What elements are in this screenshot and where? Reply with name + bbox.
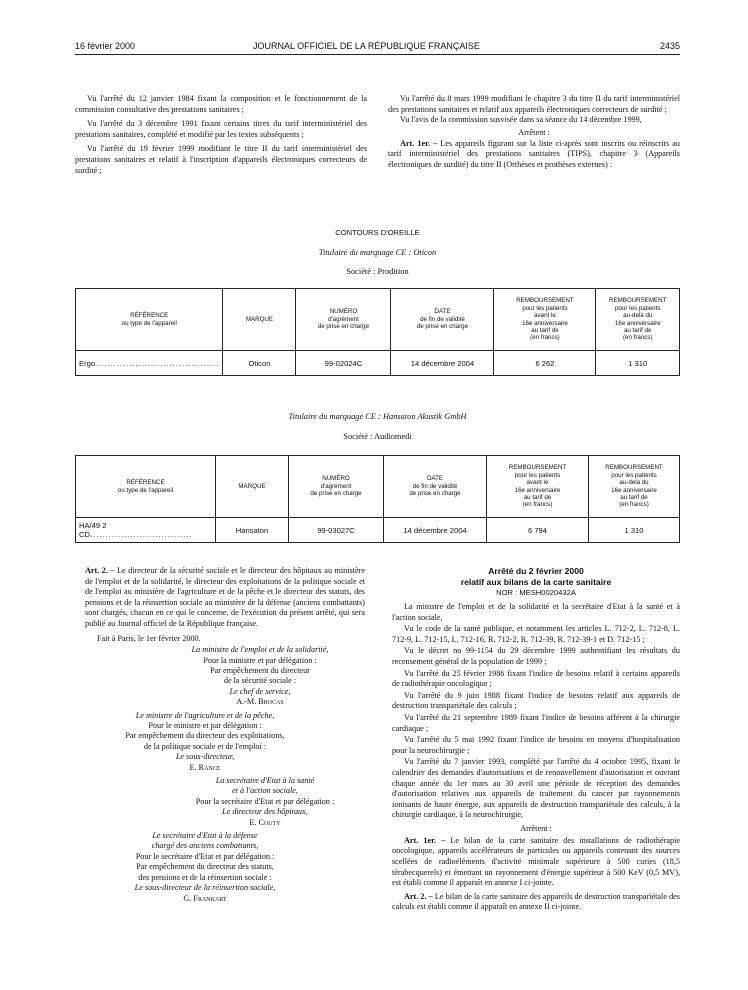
visa-paragraph: Vu l'arrêté du 8 mars 1999 modifiant le chapitre 3 du titre II du tarif interministériel des prestations sanitaires et relatif aux appareils électroniques correcteurs de surdité ;	[388, 94, 680, 114]
cell-refund-before: 6 262	[494, 351, 596, 376]
page-header	[75, 41, 680, 55]
leader-dots: ........................................	[95, 358, 220, 368]
cell-reference: Ergo........................................	[76, 351, 223, 376]
holder-title: Titulaire du marquage CE : Hansaton Akustik GmbH	[288, 412, 467, 421]
visa-paragraph: La ministre de l'emploi et de la solidarité et la secrétaire d'Etat à la santé et à l'action sociale,	[392, 602, 680, 622]
visa-paragraph: Vu l'arrêté du 21 septembre 1989 fixant l'indice de besoins afférent à la chirurgie cardiaque ;	[392, 712, 680, 733]
table-row	[76, 518, 680, 543]
visa-paragraph: Vu l'avis de la commission susvisée dans sa séance du 14 décembre 1999,	[400, 115, 642, 125]
column-header-refund-before: REMBOURSEMENT pour les patients avant le 16e anniversaire au tarif de (en francs)	[487, 456, 589, 518]
column-header-reference: RÉFÉRENCE ou type de l'appareil	[76, 456, 216, 518]
signature-block: Le secrétaire d'Etat à la défense chargé des anciens combattants, Pour le secrétaire d'Etat et par délégation : Par empêchement du directeur des statuts, des pensions et de la réinsertion sociale : Le sous-directeur de la réinsertion sociale, G. Frankart	[85, 831, 365, 904]
visa-paragraph: Vu l'arrêté du 3 décembre 1991 fixant certains titres du tarif interministériel des prestations sanitaires, complété et modifié par les textes subséquents ;	[75, 119, 367, 139]
company-name: Société : Audiomedi	[343, 432, 412, 441]
decree-title: Arrêté du 2 février 2000	[488, 566, 584, 576]
cell-brand: Hansaton	[216, 518, 289, 543]
column-header-number: NUMÉRO d'agrément de prise en charge	[296, 289, 391, 351]
cell-reference: HA/49 2 CD.................................	[76, 518, 216, 543]
article-label: Art. 2. –	[85, 566, 115, 575]
arretent-label: Arrêtent :	[520, 823, 552, 833]
column-header-refund-after: REMBOURSEMENT pour les patients au-delà du 16e anniversaire au tarif de (en francs)	[589, 456, 680, 518]
bottom-right-column	[392, 566, 680, 917]
device-table-hansaton	[75, 455, 680, 543]
visa-paragraph: Vu l'arrêté du 9 juin 1988 fixant l'indice de besoins relatif aux appareils de destruction transpariétale des calculs ;	[392, 690, 680, 711]
bottom-left-column	[85, 566, 365, 904]
article-label: Art. 1er. –	[400, 138, 438, 148]
cell-date: 14 décembre 2004	[391, 351, 494, 376]
article-text: Les appareils figurant sur la liste ci-après sont inscrits ou réinscrits au tarif interministériel des prestations sanitaires (TIPS), chapitre 3 (Appareils électroniques de surdité) du titre II (Orthèses et prothèses externes) :	[388, 138, 680, 169]
nor-reference: NOR : MESH0020432A	[496, 588, 576, 597]
signatory-name: E. Couty	[249, 817, 281, 827]
header-page-number: 2435	[659, 41, 680, 51]
signature-block: La secrétaire d'Etat à la santé et à l'action sociale, Pour la secrétaire d'Etat et par délégation : Le directeur des hôpitaux, E. Couty	[85, 776, 365, 828]
column-header-brand: MARQUE	[216, 456, 289, 518]
device-table-oticon	[75, 288, 680, 376]
header-date: 16 février 2000	[75, 41, 136, 51]
top-left-column	[75, 94, 367, 180]
visa-paragraph: Vu l'arrêté du 19 février 1999 modifiant le titre II du tarif interministériel des prestations sanitaires et relatif à l'inscription d'appareils électroniques correcteurs de surdité ;	[75, 144, 367, 175]
signature-place-date: Fait à Paris, le 1er février 2000.	[97, 633, 201, 643]
table-row	[76, 351, 680, 376]
header-journal-title: JOURNAL OFFICIEL DE LA RÉPUBLIQUE FRANÇAISE	[253, 41, 480, 51]
column-header-refund-after: REMBOURSEMENT pour les patients au-delà du 16e anniversaire au tarif de (en francs)	[596, 289, 680, 351]
cell-refund-after: 1 310	[589, 518, 680, 543]
article-label: Art. 1er. –	[404, 835, 446, 845]
cell-refund-after: 1 310	[596, 351, 680, 376]
signature-block: Le ministre de l'agriculture et de la pêche, Pour le ministre et par délégation : Par empêchement du directeur des exploitations, de la politique sociale et de l'emploi : Le sous-directeur, E. Rance	[85, 711, 365, 773]
top-right-column	[388, 94, 680, 175]
article-label: Art. 2. –	[404, 891, 433, 901]
cell-number: 99-02024C	[296, 351, 391, 376]
visa-paragraph: Vu l'arrêté du 5 mai 1992 fixant l'indice de besoins en moyens d'hospitalisation pour la neurochirurgie ;	[392, 735, 680, 755]
signatory-name: G. Frankart	[183, 893, 227, 903]
cell-brand: Oticon	[223, 351, 296, 376]
cell-date: 14 décembre 2004	[384, 518, 487, 543]
article-text: Le bilan de la carte sanitaire des appareils de destruction transpariétale des calculs est établi comme il apparaît en annexe II ci-jointe.	[392, 891, 680, 912]
visa-paragraph: Vu l'arrêté du 7 janvier 1993, complété par l'arrêté du 4 octobre 1995, fixant le calendrier des demandes d'autorisations et de renouvellement d'autorisation et ouvrant chaque année du 1er mars au 30 avril une période de réception des demandes d'autorisation relatives aux appareils de traitement du cancer par rayonnements ionisants de haute énergie, aux appareils de destruction transpariétale des calculs, à la chirurgie cardiaque, à la neurochirurgie,	[392, 757, 680, 820]
visa-paragraph: Vu le code de la santé publique, et notamment les articles L. 712-2, L. 712-8, L. 712-9, L. 712-15, L. 712-16, R. 712-2, R. 712-39, R. 712-39-1 et D. 712-15 ;	[392, 624, 680, 644]
visa-paragraph: Vu l'arrêté du 12 janvier 1984 fixant la composition et le fonctionnement de la commission consultative des prestations sanitaires ;	[75, 94, 367, 114]
section-title: CONTOURS D'OREILLE	[335, 228, 420, 237]
column-header-date: DATE de fin de validité de prise en charge	[384, 456, 487, 518]
holder-title: Titulaire du marquage CE : Oticon	[318, 248, 437, 257]
visa-paragraph: Vu l'arrêté du 25 février 1986 fixant l'indice de besoins relatif à certains appareils de radiothérapie oncologique ;	[392, 668, 680, 689]
company-name: Société : Prodition	[346, 267, 409, 276]
visa-paragraph: Vu le décret no 99-1154 du 29 décembre 1999 authentifiant les résultats du recensement général de la population de 1999 ;	[392, 646, 680, 666]
cell-refund-before: 6 794	[487, 518, 589, 543]
signature-block: La ministre de l'emploi et de la solidarité, Pour la ministre et par délégation : Par empêchement du directeur de la sécurité sociale : Le chef de service, A.-M. Brocas	[85, 645, 365, 707]
header-rule	[75, 54, 680, 55]
column-header-number: NUMÉRO d'agrément de prise en charge	[289, 456, 384, 518]
article-text: Le directeur de la sécurité sociale et le directeur des hôpitaux au ministère de l'emploi et de la solidarité, le directeur des exploitations de la politique sociale et de l'emploi au ministère de l'agriculture et de la pêche et le directeur des statuts, des pensions et de la réinsertion sociale au ministère de la défense (anciens combattants) sont chargés, chacun en ce qui le concerne, de l'exécution du présent arrêté, qui sera publié au Journal officiel de la République française.	[85, 566, 365, 628]
column-header-refund-before: REMBOURSEMENT pour les patients avant le 16e anniversaire au tarif de (en francs)	[494, 289, 596, 351]
column-header-brand: MARQUE	[223, 289, 296, 351]
article-text: Le bilan de la carte sanitaire des installations de radiothérapie oncologique, appareils accélérateurs de particules ou appareils contenant des sources scellées de radioéléments d'activité minimale supérieure à 500 curies (18,5 térabecquerels) et émettant un rayonnement d'énergie supérieur à 500 KeV (0,5 MV), est établi comme il apparaît en annexe I ci-jointe.	[392, 835, 680, 888]
decree-subtitle: relatif aux bilans de la carte sanitaire	[460, 576, 612, 587]
signatory-name: A.-M. Brocas	[236, 697, 284, 707]
column-header-date: DATE de fin de validité de prise en charge	[391, 289, 494, 351]
leader-dots: .................................	[89, 530, 193, 539]
column-header-reference: RÉFÉRENCE ou type de l'appareil	[76, 289, 223, 351]
cell-number: 99-03027C	[289, 518, 384, 543]
signatory-name: E. Rance	[189, 762, 221, 772]
arretent-label: Arrêtent :	[518, 127, 550, 137]
